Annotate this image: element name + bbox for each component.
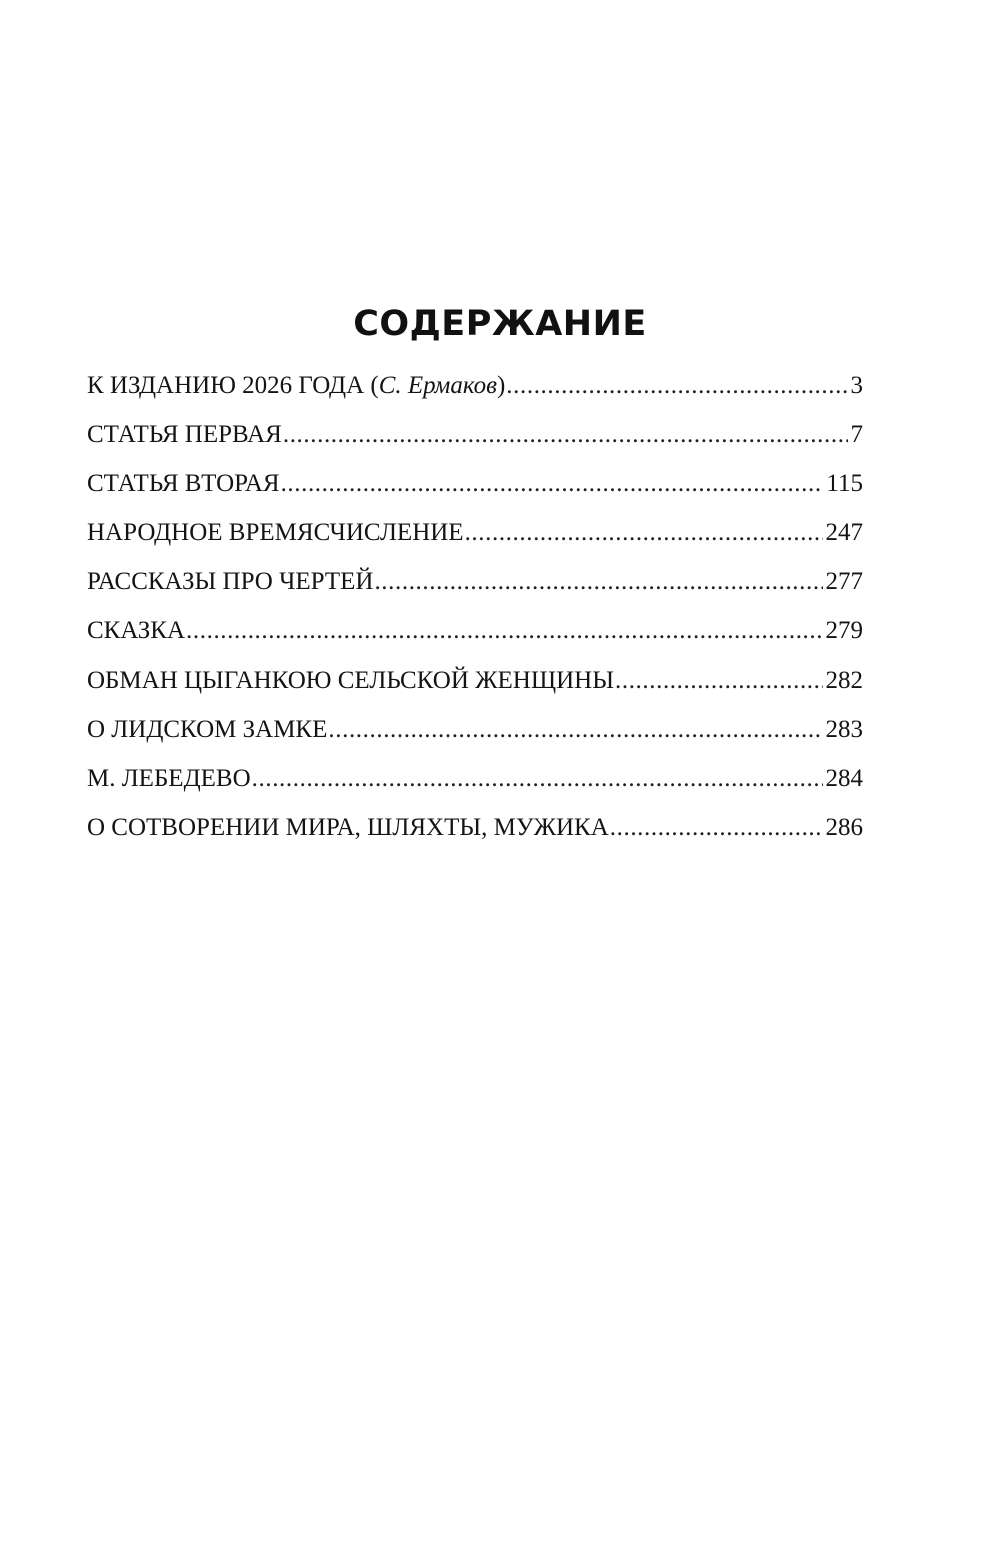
toc-entry xyxy=(87,606,863,655)
dot-leader xyxy=(506,361,847,410)
toc-page-number: 115 xyxy=(826,470,863,498)
dot-leader xyxy=(186,606,822,655)
toc-page-number: 286 xyxy=(825,813,863,841)
toc-entry xyxy=(87,803,863,852)
toc-entry-label: РАССКАЗЫ ПРО ЧЕРТЕЙ xyxy=(87,568,374,596)
toc-paren-close: ) xyxy=(496,372,506,399)
dot-leader xyxy=(283,410,848,459)
dot-leader xyxy=(610,803,823,852)
toc-page-number: 247 xyxy=(825,519,863,547)
toc-title: СОДЕРЖАНИЕ xyxy=(353,304,647,344)
dot-leader xyxy=(281,459,824,508)
toc-page-number: 277 xyxy=(825,568,863,596)
toc-entry xyxy=(87,705,863,754)
toc-page-number: 284 xyxy=(825,764,863,792)
toc-entry xyxy=(87,656,863,705)
dot-leader xyxy=(252,754,823,803)
toc-page-number: 283 xyxy=(825,715,863,743)
dot-leader xyxy=(615,656,823,705)
toc-entry-title: К ИЗДАНИЮ 2026 ГОДА xyxy=(87,372,365,399)
toc-entry-author: С. Ермаков xyxy=(378,372,497,399)
toc-entry xyxy=(87,754,863,803)
toc-entry xyxy=(87,557,863,606)
toc-entry-label: М. ЛЕБЕДЕВО xyxy=(87,764,251,792)
toc-page-number: 3 xyxy=(850,372,863,399)
toc-entry-label xyxy=(87,361,506,410)
toc-page-number: 279 xyxy=(825,617,863,645)
toc-list xyxy=(87,361,863,852)
toc-page-number: 7 xyxy=(850,421,863,449)
toc-entry xyxy=(87,459,863,508)
toc-entry xyxy=(87,410,863,459)
dot-leader xyxy=(374,557,822,606)
dot-leader xyxy=(328,705,822,754)
toc-entry xyxy=(87,361,863,410)
toc-entry-label: О ЛИДСКОМ ЗАМКЕ xyxy=(87,715,328,743)
toc-page-number: 282 xyxy=(825,666,863,694)
toc-entry-label: СТАТЬЯ ВТОРАЯ xyxy=(87,470,280,498)
toc-entry-label: О СОТВОРЕНИИ МИРА, ШЛЯХТЫ, МУЖИКА xyxy=(87,813,609,841)
toc-entry-label: НАРОДНОЕ ВРЕМЯСЧИСЛЕНИЕ xyxy=(87,519,464,547)
dot-leader xyxy=(465,508,823,557)
toc-entry xyxy=(87,508,863,557)
toc-entry-label: СТАТЬЯ ПЕРВАЯ xyxy=(87,421,282,449)
toc-entry-label: ОБМАН ЦЫГАНКОЮ СЕЛЬСКОЙ ЖЕНЩИНЫ xyxy=(87,666,614,694)
toc-entry-label: СКАЗКА xyxy=(87,617,186,645)
toc-paren-open: ( xyxy=(370,372,379,399)
